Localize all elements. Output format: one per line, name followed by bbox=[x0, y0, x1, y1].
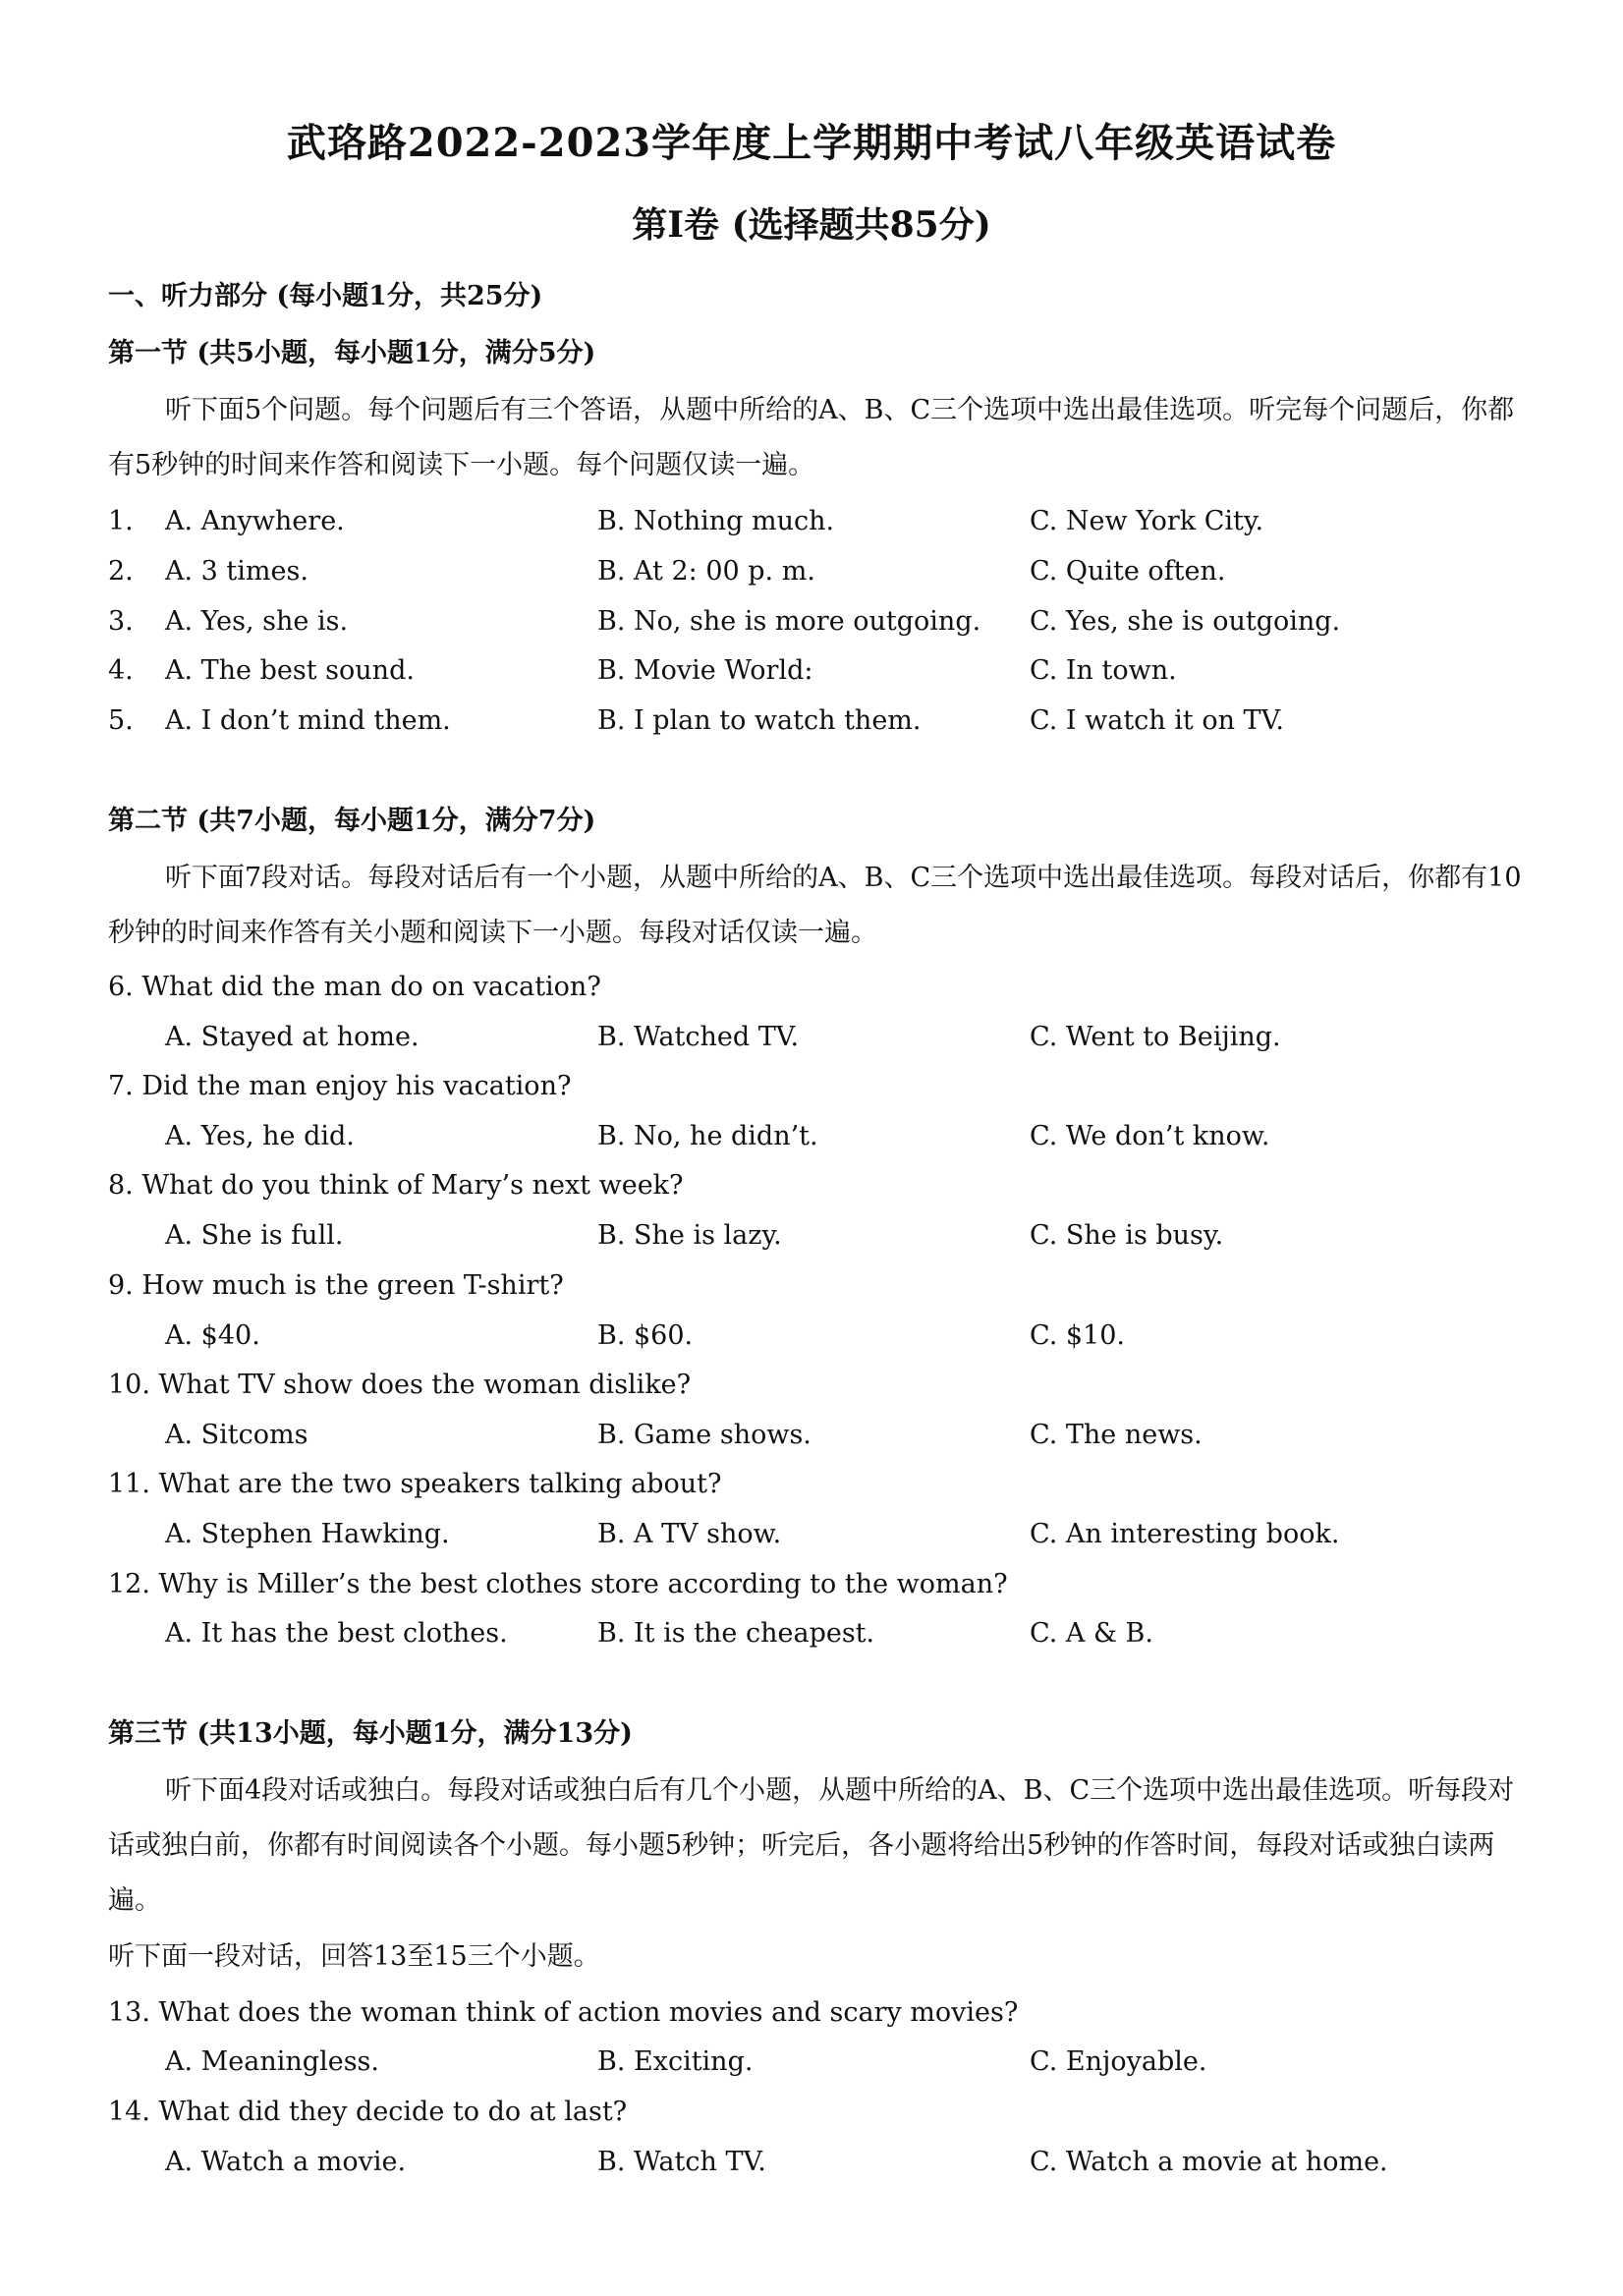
question-stem: 9. How much is the green T-shirt? bbox=[108, 1270, 564, 1301]
question-row bbox=[108, 652, 1562, 692]
option-c: C. Quite often. bbox=[1030, 556, 1226, 587]
question-row bbox=[108, 553, 1562, 592]
exam-subtitle: 第I卷 (选择题共85分) bbox=[632, 204, 991, 246]
option-c: C. $10. bbox=[1030, 1320, 1125, 1351]
option-a: A. 3 times. bbox=[165, 556, 308, 587]
option-row bbox=[108, 2144, 1562, 2183]
option-c: C. New York City. bbox=[1030, 506, 1264, 536]
option-row bbox=[108, 1118, 1562, 1157]
option-c: C. Yes, she is outgoing. bbox=[1030, 606, 1341, 637]
option-c: C. We don’t know. bbox=[1030, 1121, 1270, 1151]
question-number: 2. bbox=[108, 556, 134, 587]
section1-heading: 第一节 (共5小题，每小题1分，满分5分) bbox=[108, 338, 596, 368]
option-row bbox=[108, 2044, 1562, 2083]
option-b: B. She is lazy. bbox=[597, 1220, 782, 1251]
option-b: B. It is the cheapest. bbox=[597, 1618, 875, 1649]
question-stem: 8. What do you think of Mary’s next week? bbox=[108, 1170, 684, 1201]
question-number: 5. bbox=[108, 705, 134, 736]
option-row bbox=[108, 1317, 1562, 1357]
question-number: 1. bbox=[108, 506, 134, 536]
option-b: B. Movie World: bbox=[597, 655, 813, 686]
question-number: 4. bbox=[108, 655, 134, 686]
option-a: A. Sitcoms bbox=[165, 1420, 308, 1450]
question-row bbox=[108, 503, 1562, 542]
part1-heading: 一、听力部分 (每小题1分，共25分) bbox=[108, 281, 543, 311]
question-row bbox=[108, 702, 1562, 742]
option-b: B. Game shows. bbox=[597, 1420, 812, 1450]
option-row bbox=[108, 1417, 1562, 1456]
option-a: A. Yes, she is. bbox=[165, 606, 349, 637]
option-row bbox=[108, 1615, 1562, 1654]
option-a: A. Yes, he did. bbox=[165, 1121, 355, 1151]
option-c: C. Watch a movie at home. bbox=[1030, 2147, 1388, 2177]
option-b: B. At 2: 00 p. m. bbox=[597, 556, 815, 587]
option-c: C. A & B. bbox=[1030, 1618, 1153, 1649]
option-b: B. No, she is more outgoing. bbox=[597, 606, 981, 637]
question-stem: 13. What does the woman think of action movies and scary movies? bbox=[108, 1997, 1019, 2028]
question-number: 3. bbox=[108, 606, 134, 637]
question-stem: 6. What did the man do on vacation? bbox=[108, 972, 601, 1002]
option-c: C. She is busy. bbox=[1030, 1220, 1224, 1251]
section1-instructions: 听下面5个问题。每个问题后有三个答语，从题中所给的A、B、C三个选项中选出最佳选项。听完每个问题后，你都有5秒钟的时间来作答和阅读下一小题。每个问题仅读一遍。 bbox=[108, 395, 1515, 480]
option-a: A. She is full. bbox=[165, 1220, 344, 1251]
option-a: A. It has the best clothes. bbox=[165, 1618, 508, 1649]
option-c: C. I watch it on TV. bbox=[1030, 705, 1284, 736]
section2-heading: 第二节 (共7小题，每小题1分，满分7分) bbox=[108, 806, 596, 836]
section2-instructions: 听下面7段对话。每段对话后有一个小题，从题中所给的A、B、C三个选项中选出最佳选项。每段对话后，你都有10秒钟的时间来作答有关小题和阅读下一小题。每段对话仅读一遍。 bbox=[108, 863, 1522, 948]
option-c: C. Enjoyable. bbox=[1030, 2046, 1207, 2077]
question-stem: 12. Why is Miller’s the best clothes store according to the woman? bbox=[108, 1569, 1008, 1599]
option-c: C. In town. bbox=[1030, 655, 1177, 686]
option-c: C. Went to Beijing. bbox=[1030, 1022, 1281, 1052]
option-c: C. The news. bbox=[1030, 1420, 1203, 1450]
option-a: A. Meaningless. bbox=[165, 2046, 379, 2077]
option-row bbox=[108, 1217, 1562, 1257]
question-stem: 7. Did the man enjoy his vacation? bbox=[108, 1071, 572, 1101]
option-c: C. An interesting book. bbox=[1030, 1519, 1340, 1549]
question-stem: 14. What did they decide to do at last? bbox=[108, 2097, 628, 2127]
section3-heading: 第三节 (共13小题，每小题1分，满分13分) bbox=[108, 1718, 633, 1749]
option-b: B. I plan to watch them. bbox=[597, 705, 922, 736]
option-row bbox=[108, 1516, 1562, 1555]
option-a: A. Anywhere. bbox=[165, 506, 345, 536]
option-b: B. $60. bbox=[597, 1320, 694, 1351]
question-row bbox=[108, 603, 1562, 643]
option-a: A. I don’t mind them. bbox=[165, 705, 451, 736]
question-stem: 10. What TV show does the woman dislike? bbox=[108, 1370, 692, 1400]
option-b: B. Nothing much. bbox=[597, 506, 835, 536]
question-stem: 11. What are the two speakers talking about? bbox=[108, 1469, 722, 1499]
option-b: B. Watch TV. bbox=[597, 2147, 766, 2177]
exam-title: 武珞路2022-2023学年度上学期期中考试八年级英语试卷 bbox=[286, 120, 1337, 166]
option-b: B. Watched TV. bbox=[597, 1022, 800, 1052]
option-b: B. A TV show. bbox=[597, 1519, 782, 1549]
option-a: A. $40. bbox=[165, 1320, 260, 1351]
option-a: A. Watch a movie. bbox=[165, 2147, 407, 2177]
option-row bbox=[108, 1019, 1562, 1058]
option-b: B. Exciting. bbox=[597, 2046, 754, 2077]
option-a: A. The best sound. bbox=[165, 655, 415, 686]
section3-instructions: 听下面4段对话或独白。每段对话或独白后有几个小题，从题中所给的A、B、C三个选项中选出最佳选项。听每段对话或独白前，你都有时间阅读各个小题。每小题5秒钟；听完后，各小题将给出5秒钟的作答时间，每段对话或独白读两遍。 bbox=[108, 1775, 1515, 1916]
option-a: A. Stayed at home. bbox=[165, 1022, 420, 1052]
option-a: A. Stephen Hawking. bbox=[165, 1519, 450, 1549]
option-b: B. No, he didn’t. bbox=[597, 1121, 818, 1151]
listening-lead: 听下面一段对话，回答13至15三个小题。 bbox=[108, 1941, 600, 1972]
